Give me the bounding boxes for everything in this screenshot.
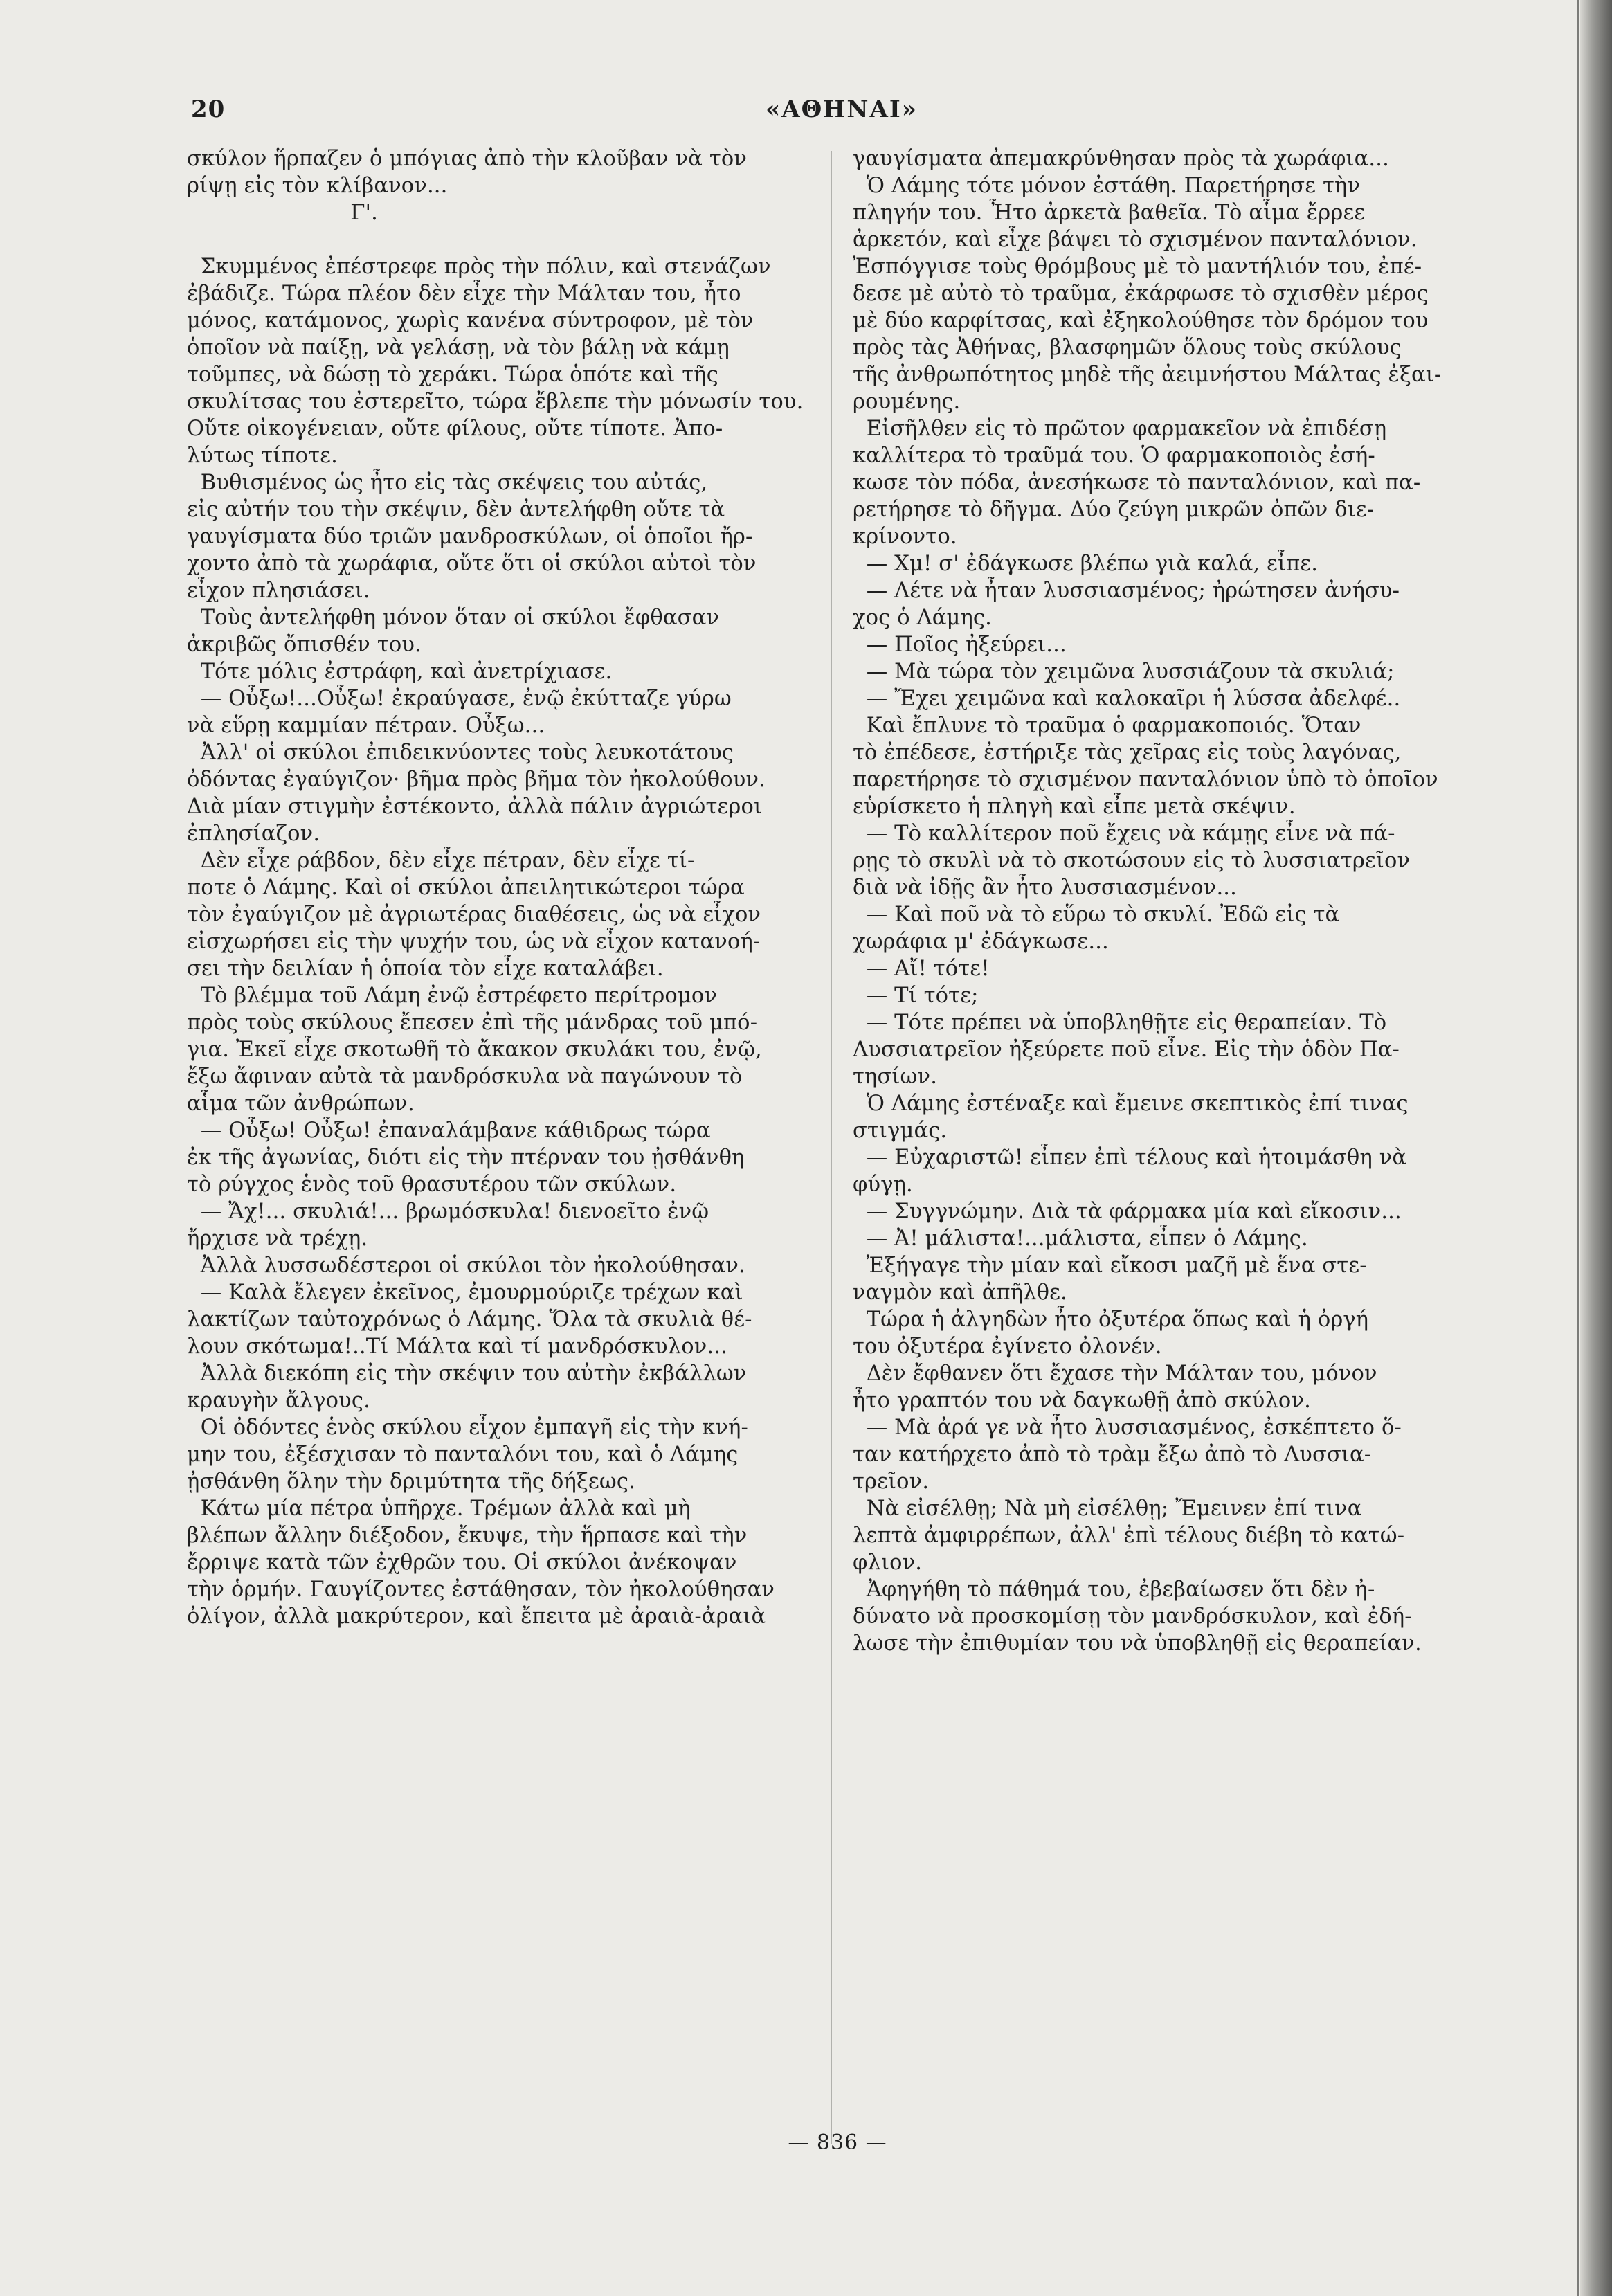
text-line: Νὰ εἰσέλθῃ; Νὰ μὴ εἰσέλθῃ; Ἔμεινεν ἐπί τινα <box>853 1497 1362 1521</box>
text-line: Βυθισμένος ὡς ἦτο εἰς τὰς σκέψεις του αὐτάς, <box>187 471 708 495</box>
text-line: χος ὁ Λάμης. <box>853 606 992 630</box>
text-line: πληγήν του. Ἦτο ἀρκετὰ βαθεῖα. Τὸ αἷμα ἔρρεε <box>853 201 1366 225</box>
scan-edge-line <box>1577 0 1579 2296</box>
text-line: ρῃς τὸ σκυλὶ νὰ τὸ σκοτώσουν εἰς τὸ λυσσιατρεῖον <box>853 849 1411 873</box>
text-line: γαυγίσματα δύο τριῶν μανδροσκύλων, οἱ ὁποῖοι ἤρ- <box>187 525 753 549</box>
text-line: Ἐξήγαγε τὴν μίαν καὶ εἴκοσι μαζῆ μὲ ἕνα στε- <box>853 1254 1367 1278</box>
text-line: Οὔτε οἰκογένειαν, οὔτε φίλους, οὔτε τίποτε. Ἀπο- <box>187 417 723 441</box>
text-line: λωσε τὴν ἐπιθυμίαν του νὰ ὑποβληθῇ εἰς θεραπείαν. <box>853 1631 1422 1656</box>
text-line: φλιον. <box>853 1551 923 1575</box>
text-line: τοῦμπες, νὰ δώσῃ τὸ χεράκι. Τώρα ὁπότε καὶ τῆς <box>187 363 718 387</box>
header-page-number: 20 <box>191 96 226 123</box>
text-line: — Καὶ ποῦ νὰ τὸ εὕρω τὸ σκυλί. Ἐδῶ εἰς τὰ <box>853 903 1340 927</box>
text-line: Τὸ βλέμμα τοῦ Λάμη ἐνῷ ἐστρέφετο περίτρομον <box>187 984 718 1008</box>
journal-title: «ΑΘΗΝΑΙ» <box>766 96 918 123</box>
text-line: ἐπλησίαζον. <box>187 822 320 846</box>
text-line: δύνατο νὰ προσκομίσῃ τὸν μανδρόσκυλον, καὶ ἐδή- <box>853 1605 1412 1629</box>
text-line: — Ἀ! μάλιστα!...μάλιστα, εἶπεν ὁ Λάμης. <box>853 1227 1308 1251</box>
text-line: τρεῖον. <box>853 1470 930 1494</box>
text-line: Οἱ ὀδόντες ἑνὸς σκύλου εἶχον ἐμπαγῆ εἰς τὴν κνή- <box>187 1416 748 1440</box>
text-line: εἰς αὐτήν του τὴν σκέψιν, δὲν ἀντελήφθη οὔτε τὰ <box>187 498 725 522</box>
text-line: μην του, ἐξέσχισαν τὸ πανταλόνι του, καὶ ὁ Λάμης <box>187 1443 739 1467</box>
text-line: λουν σκότωμα!..Τί Μάλτα καὶ τί μανδρόσκυλον... <box>187 1335 727 1359</box>
text-line: ἤρχισε νὰ τρέχῃ. <box>187 1227 368 1251</box>
text-line: σκύλον ἥρπαζεν ὁ μπόγιας ἀπὸ τὴν κλοῦβαν νὰ τὸν <box>187 147 748 171</box>
text-line: ἔρριψε κατὰ τῶν ἐχθρῶν του. Οἱ σκύλοι ἀνέκοψαν <box>187 1551 737 1575</box>
scan-edge-shadow <box>1580 0 1612 2296</box>
text-line: λύτως τίποτε. <box>187 444 338 468</box>
text-line: — Οὖξω! Οὖξω! ἐπαναλάμβανε κάθιδρως τώρα <box>187 1119 711 1143</box>
text-line: ταν κατήρχετο ἀπὸ τὸ τρὰμ ἔξω ἀπὸ τὸ Λυσσια- <box>853 1443 1372 1467</box>
text-line: φύγῃ. <box>853 1173 913 1197</box>
text-line: πρὸς τοὺς σκύλους ἔπεσεν ἐπὶ τῆς μάνδρας τοῦ μπό- <box>187 1011 758 1035</box>
text-line <box>187 226 813 253</box>
text-line: πρὸς τὰς Ἀθήνας, βλασφημῶν ὅλους τοὺς σκύλους <box>853 336 1402 360</box>
text-line: Δὲν εἶχε ράβδον, δὲν εἶχε πέτραν, δὲν εἶχε τί- <box>187 849 695 873</box>
text-line: Γ'. <box>187 201 378 225</box>
text-line: τὸν ἐγαύγιζον μὲ ἀγριωτέρας διαθέσεις, ὡς νὰ εἶχον <box>187 903 761 927</box>
text-line: του ὀξυτέρα ἐγίνετο ὀλονέν. <box>853 1335 1162 1359</box>
text-line: σει τὴν δειλίαν ἡ ὁποία τὸν εἶχε καταλάβει. <box>187 957 664 981</box>
text-line: — Τί τότε; <box>853 984 979 1008</box>
column-divider <box>831 151 832 2144</box>
text-line: μόνος, κατάμονος, χωρὶς κανένα σύντροφον, μὲ τὸν <box>187 309 754 333</box>
text-line: — Συγγνώμην. Διὰ τὰ φάρμακα μία καὶ εἴκοσιν... <box>853 1200 1402 1224</box>
text-line: γαυγίσματα ἀπεμακρύνθησαν πρὸς τὰ χωράφια... <box>853 147 1389 171</box>
text-line: ρίψῃ εἰς τὸν κλίβανον... <box>187 174 448 198</box>
text-line: — Εὐχαριστῶ! εἶπεν ἐπὶ τέλους καὶ ἡτοιμάσθη νὰ <box>853 1146 1407 1170</box>
text-line: εἰσχωρήσει εἰς τὴν ψυχήν του, ὡς νὰ εἶχον κατανοή- <box>187 930 761 954</box>
text-line: λεπτὰ ἀμφιρρέπων, ἀλλ' ἐπὶ τέλους διέβη τὸ κατώ- <box>853 1524 1405 1548</box>
text-line: τῆς ἀνθρωπότητος μηδὲ τῆς ἀειμνήστου Μάλτας ἐξαι- <box>853 363 1442 387</box>
text-line: λακτίζων ταὐτοχρόνως ὁ Λάμης. Ὅλα τὰ σκυλιὰ θέ- <box>187 1308 752 1332</box>
text-line: Ἐσπόγγισε τοὺς θρόμβους μὲ τὸ μαντήλιόν του, ἐπέ- <box>853 255 1422 279</box>
text-line: διὰ νὰ ἰδῇς ἂν ἦτο λυσσιασμένον... <box>853 876 1237 900</box>
text-line: για. Ἐκεῖ εἶχε σκοτωθῆ τὸ ἄκακον σκυλάκι του, ἐνῷ, <box>187 1038 762 1062</box>
text-line: ὁποῖον νὰ παίξῃ, νὰ γελάσῃ, νὰ τὸν βάλῃ νὰ κάμῃ <box>187 336 730 360</box>
text-line: Δὲν ἔφθανεν ὅτι ἔχασε τὴν Μάλταν του, μόνον <box>853 1362 1377 1386</box>
text-line: ἔξω ἄφιναν αὐτὰ τὰ μανδρόσκυλα νὰ παγώνουν τὸ <box>187 1065 743 1089</box>
text-line: Ἀλλὰ λυσσωδέστεροι οἱ σκύλοι τὸν ἠκολούθησαν. <box>187 1254 745 1278</box>
text-line: Ὁ Λάμης ἐστέναξε καὶ ἔμεινε σκεπτικὸς ἐπί τινας <box>853 1092 1409 1116</box>
text-line: — Ἔχει χειμῶνα καὶ καλοκαῖρι ἡ λύσσα ἀδελφέ.. <box>853 687 1401 711</box>
text-line: Λυσσιατρεῖον ἠξεύρετε ποῦ εἶνε. Εἰς τὴν ὁδὸν Πα- <box>853 1038 1400 1062</box>
text-line: Ἀλλὰ διεκόπη εἰς τὴν σκέψιν του αὐτὴν ἐκβάλλων <box>187 1362 747 1386</box>
text-line: Τότε μόλις ἐστράφη, καὶ ἀνετρίχιασε. <box>187 660 613 684</box>
text-line: τὸ ἐπέδεσε, ἐστήριξε τὰς χεῖρας εἰς τοὺς λαγόνας, <box>853 741 1402 765</box>
text-line: — Τότε πρέπει νὰ ὑποβληθῇτε εἰς θεραπείαν. Τὸ <box>853 1011 1387 1035</box>
text-line: ναγμὸν καὶ ἀπῆλθε. <box>853 1281 1067 1305</box>
text-line: Ἀφηγήθη τὸ πάθημά του, ἐβεβαίωσεν ὅτι δὲν ἠ- <box>853 1578 1375 1602</box>
text-line: Εἰσῆλθεν εἰς τὸ πρῶτον φαρμακεῖον νὰ ἐπιδέσῃ <box>853 417 1387 441</box>
right-text-column <box>853 145 1483 1657</box>
text-line: κρίνοντο. <box>853 525 957 549</box>
text-line: τὸ ρύγχος ἑνὸς τοῦ θρασυτέρου τῶν σκύλων. <box>187 1173 677 1197</box>
left-text-column <box>187 145 813 1630</box>
text-line: ἀρκετόν, καὶ εἶχε βάψει τὸ σχισμένον πανταλόνιον. <box>853 228 1418 252</box>
text-line: ὀλίγον, ἀλλὰ μακρύτερον, καὶ ἔπειτα μὲ ἀραιὰ-ἀραιὰ <box>187 1605 766 1629</box>
text-line: κωσε τὸν πόδα, ἀνεσήκωσε τὸ πανταλόνιον, καὶ πα- <box>853 471 1421 495</box>
text-line: — Καλὰ ἔλεγεν ἐκεῖνος, ἐμουρμούριζε τρέχων καὶ <box>187 1281 743 1305</box>
text-line: — Ἄχ!... σκυλιά!... βρωμόσκυλα! διενοεῖτο ἐνῷ <box>187 1200 709 1224</box>
text-line: Τώρα ἡ ἀλγηδὼν ἦτο ὀξυτέρα ὅπως καὶ ἡ ὀργή <box>853 1308 1369 1332</box>
text-line: Καὶ ἔπλυνε τὸ τραῦμα ὁ φαρμακοποιός. Ὅταν <box>853 714 1361 738</box>
text-line: τησίων. <box>853 1065 938 1089</box>
text-line: βλέπων ἄλλην διέξοδον, ἔκυψε, τὴν ἥρπασε καὶ τὴν <box>187 1524 748 1548</box>
text-line: παρετήρησε τὸ σχισμένον πανταλόνιον ὑπὸ τὸ ὁποῖον <box>853 768 1438 792</box>
text-line: χωράφια μ' ἐδάγκωσε... <box>853 930 1109 954</box>
text-line: Κάτω μία πέτρα ὑπῆρχε. Τρέμων ἀλλὰ καὶ μὴ <box>187 1497 691 1521</box>
text-line: ρουμένης. <box>853 390 961 414</box>
text-line: — Χμ! σ' ἐδάγκωσε βλέπω γιὰ καλά, εἶπε. <box>853 552 1319 576</box>
text-line: Διὰ μίαν στιγμὴν ἐστέκοντο, ἀλλὰ πάλιν ἀγριώτεροι <box>187 795 763 819</box>
text-line: νὰ εὕρῃ καμμίαν πέτραν. Οὖξω... <box>187 714 545 738</box>
text-line: Τοὺς ἀντελήφθη μόνον ὅταν οἱ σκύλοι ἔφθασαν <box>187 606 720 630</box>
text-line: Ἀλλ' οἱ σκύλοι ἐπιδεικνύοντες τοὺς λευκοτάτους <box>187 741 734 765</box>
text-line: ἐκ τῆς ἀγωνίας, διότι εἰς τὴν πτέρναν του ᾐσθάνθη <box>187 1146 745 1170</box>
text-line: χοντο ἀπὸ τὰ χωράφια, οὔτε ὅτι οἱ σκύλοι αὐτοὶ τὸν <box>187 552 757 576</box>
text-line: δεσε μὲ αὐτὸ τὸ τραῦμα, ἐκάρφωσε τὸ σχισθὲν μέρος <box>853 282 1429 306</box>
text-line: — Ποῖος ἠξεύρει... <box>853 633 1067 657</box>
text-line: στιγμάς. <box>853 1119 948 1143</box>
text-line: εἶχον πλησιάσει. <box>187 579 370 603</box>
text-line: — Λέτε νὰ ἦταν λυσσιασμένος; ἠρώτησεν ἀνήσυ- <box>853 579 1400 603</box>
text-line: ἐβάδιζε. Τώρα πλέον δὲν εἶχε τὴν Μάλταν του, ἦτο <box>187 282 741 306</box>
text-line: κραυγὴν ἄλγους. <box>187 1389 370 1413</box>
text-line: μὲ δύο καρφίτσας, καὶ ἐξηκολούθησε τὸν δρόμον του <box>853 309 1429 333</box>
text-line: ἀκριβῶς ὄπισθέν του. <box>187 633 422 657</box>
text-line: αἷμα τῶν ἀνθρώπων. <box>187 1092 415 1116</box>
text-line: — Οὖξω!...Οὖξω! ἐκραύγασε, ἐνῷ ἐκύτταζε γύρω <box>187 687 732 711</box>
text-line: Ὁ Λάμης τότε μόνον ἐστάθη. Παρετήρησε τὴν <box>853 174 1361 198</box>
text-line: σκυλίτσας του ἐστερεῖτο, τώρα ἔβλεπε τὴν μόνωσίν του. <box>187 390 804 414</box>
footer-page-number: — 836 — <box>788 2131 887 2155</box>
text-line: τὴν ὁρμήν. Γαυγίζοντες ἐστάθησαν, τὸν ἠκολούθησαν <box>187 1578 775 1602</box>
text-line: — Μὰ ἀρά γε νὰ ἦτο λυσσιασμένος, ἐσκέπτετο ὅ- <box>853 1416 1402 1440</box>
page-header <box>191 96 1492 137</box>
text-line: εὑρίσκετο ἡ πληγὴ καὶ εἶπε μετὰ σκέψιν. <box>853 795 1296 819</box>
text-line: — Αἴ! τότε! <box>853 957 990 981</box>
text-line: ἦτο γραπτόν του νὰ δαγκωθῇ ἀπὸ σκύλον. <box>853 1389 1311 1413</box>
text-line: ᾐσθάνθη ὅλην τὴν δριμύτητα τῆς δήξεως. <box>187 1470 635 1494</box>
text-line: ποτε ὁ Λάμης. Καὶ οἱ σκύλοι ἀπειλητικώτεροι τώρα <box>187 876 745 900</box>
text-line: ρετήρησε τὸ δῆγμα. Δύο ζεύγη μικρῶν ὀπῶν διε- <box>853 498 1375 522</box>
text-line: — Μὰ τώρα τὸν χειμῶνα λυσσιάζουν τὰ σκυλιά; <box>853 660 1395 684</box>
text-line: Σκυμμένος ἐπέστρεφε πρὸς τὴν πόλιν, καὶ στενάζων <box>187 255 771 279</box>
text-line: καλλίτερα τὸ τραῦμά του. Ὁ φαρμακοποιὸς ἐσή- <box>853 444 1375 468</box>
text-line: ὀδόντας ἐγαύγιζον· βῆμα πρὸς βῆμα τὸν ἠκολούθουν. <box>187 768 766 792</box>
text-line: — Τὸ καλλίτερον ποῦ ἔχεις νὰ κάμῃς εἶνε νὰ πά- <box>853 822 1395 846</box>
